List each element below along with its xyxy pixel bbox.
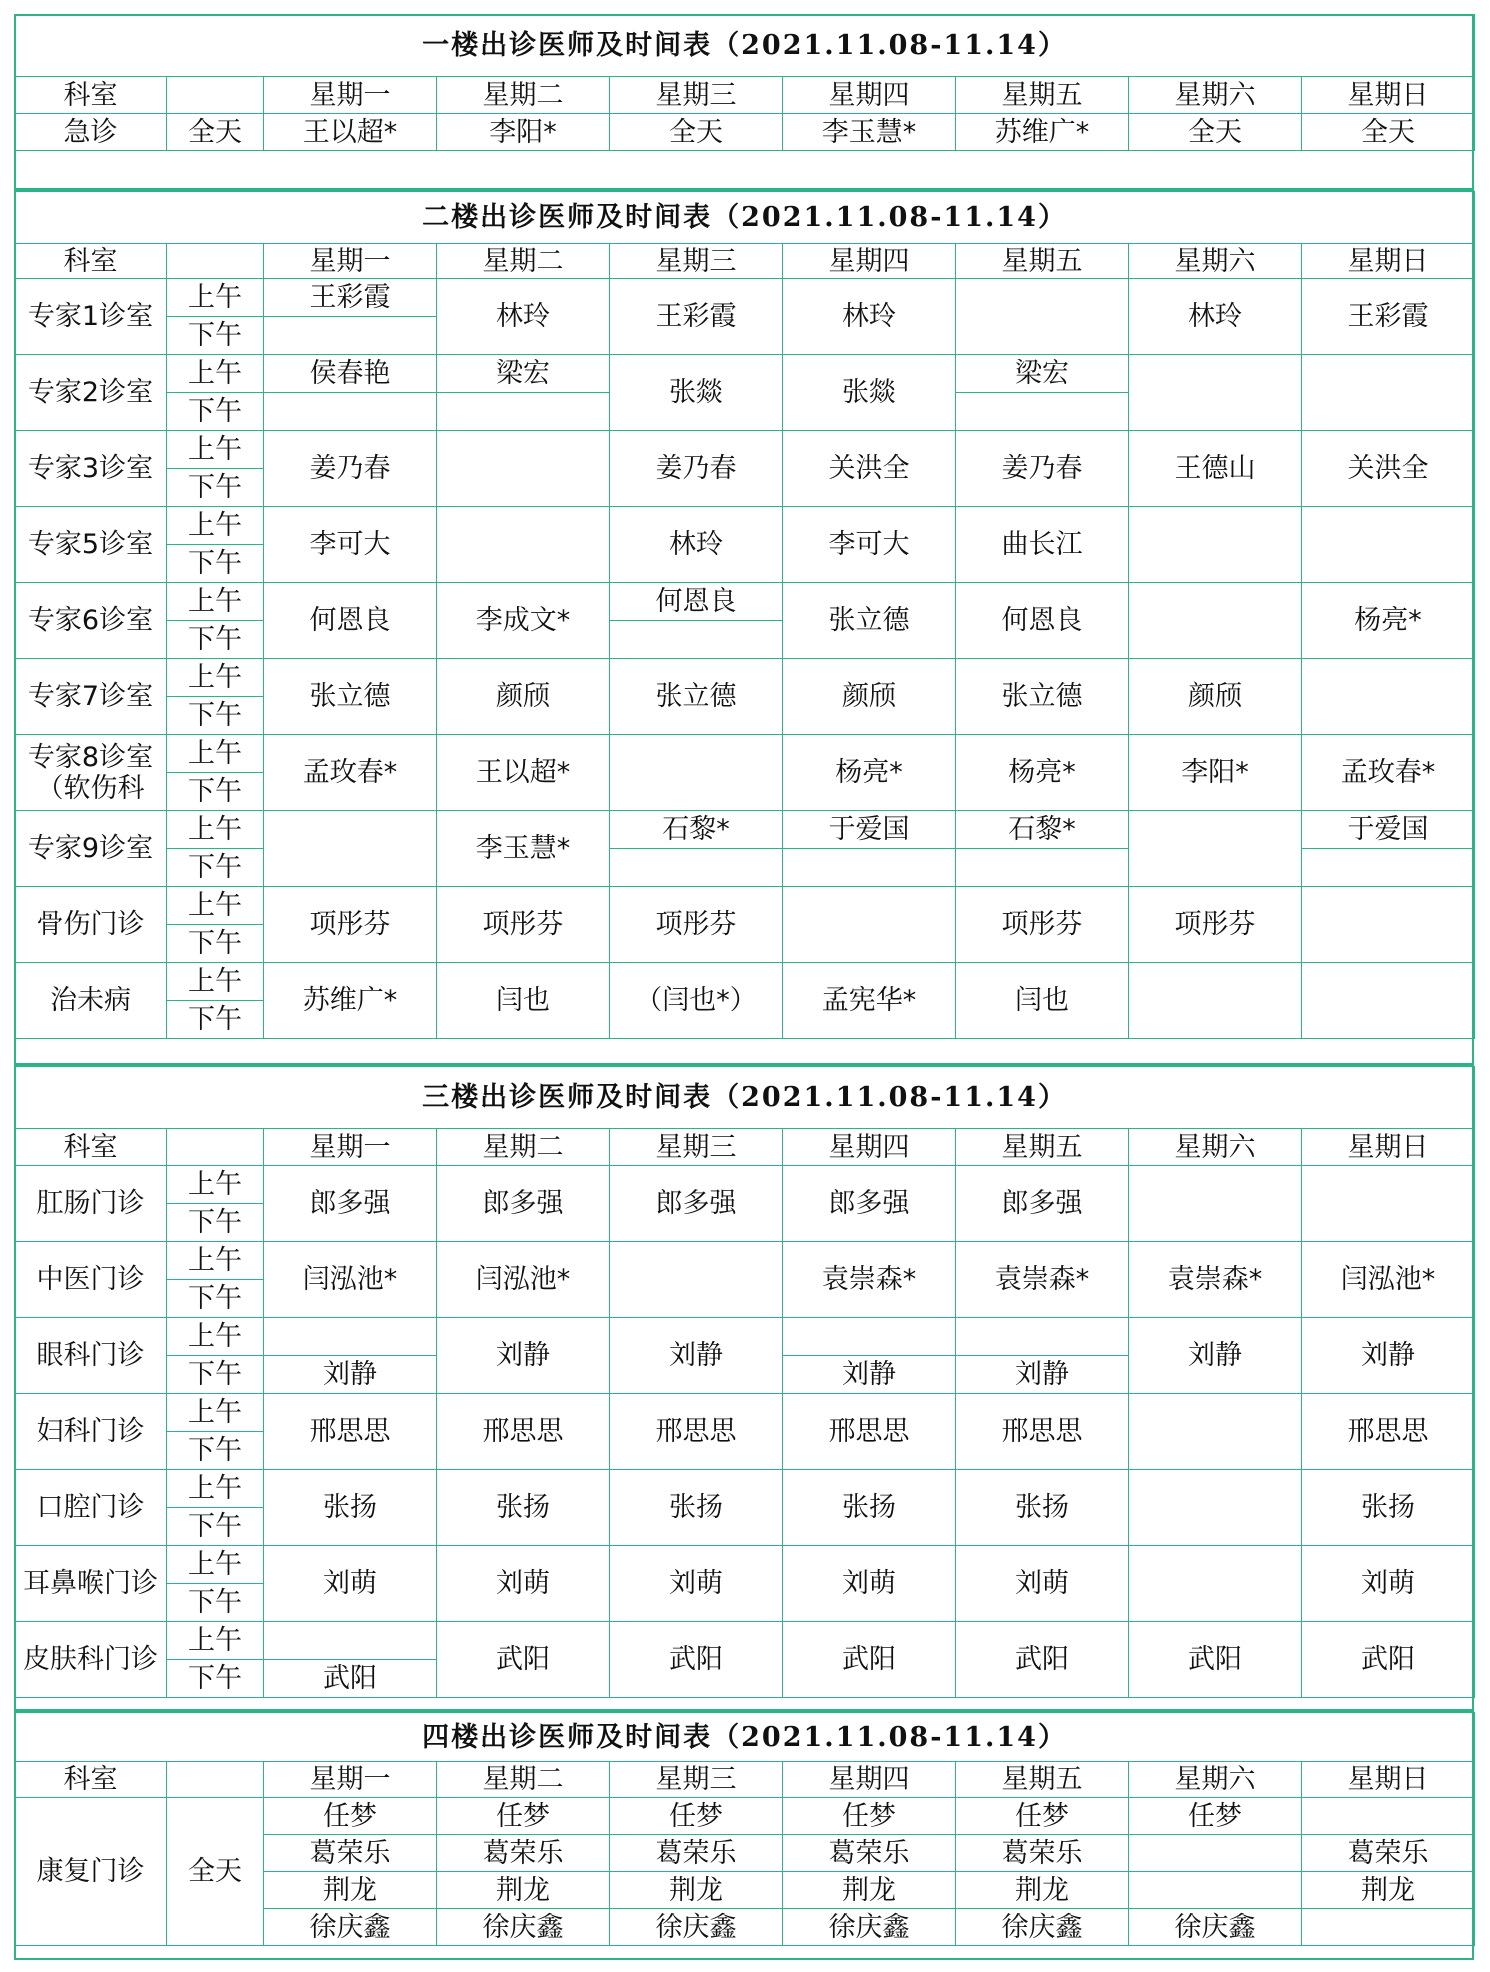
doctor-cell: 林玲 (1129, 279, 1302, 355)
doctor-cell: 郎多强 (610, 1166, 783, 1242)
doctor-cell: 张扬 (437, 1470, 610, 1546)
doctor-cell: 邢思思 (956, 1394, 1129, 1470)
header-period (167, 1129, 264, 1166)
dept-cell: 专家9诊室 (15, 811, 167, 887)
am-label: 上午 (167, 963, 264, 1001)
doctor-cell (264, 317, 437, 355)
doctor-cell (1302, 659, 1475, 735)
doctor-cell: 荆龙 (264, 1872, 437, 1909)
doctor-cell (437, 507, 610, 583)
doctor-cell: 姜乃春 (610, 431, 783, 507)
doctor-cell: 刘静 (956, 1356, 1129, 1394)
dept-cell: 肛肠门诊 (15, 1166, 167, 1242)
doctor-cell: 任梦 (1129, 1798, 1302, 1835)
doctor-cell (1302, 1166, 1475, 1242)
floor3-table (14, 1066, 1475, 1698)
doctor-cell: 于爱国 (783, 811, 956, 849)
doctor-cell (1302, 355, 1475, 431)
header-sun: 星期日 (1302, 77, 1475, 114)
doctor-cell: 袁崇森* (1129, 1242, 1302, 1318)
doctor-cell (956, 1318, 1129, 1356)
doctor-cell: 杨亮* (783, 735, 956, 811)
doctor-cell: 武阳 (956, 1622, 1129, 1698)
doctor-cell: 任梦 (956, 1798, 1129, 1835)
doctor-cell: 郎多强 (956, 1166, 1129, 1242)
doctor-cell: 何恩良 (610, 583, 783, 621)
doctor-cell: 葛荣乐 (1302, 1835, 1475, 1872)
doctor-cell: 武阳 (264, 1660, 437, 1698)
doctor-cell: 刘静 (1129, 1318, 1302, 1394)
doctor-cell: 李成文* (437, 583, 610, 659)
am-label: 上午 (167, 507, 264, 545)
floor4-table (14, 1712, 1475, 1946)
am-label: 上午 (167, 1622, 264, 1660)
header-thu: 星期四 (783, 1129, 956, 1166)
am-label: 上午 (167, 1318, 264, 1356)
doctor-cell: 全天 (1302, 114, 1475, 151)
am-label: 上午 (167, 1470, 264, 1508)
header-mon: 星期一 (264, 244, 437, 279)
doctor-cell: 邢思思 (437, 1394, 610, 1470)
header-wed: 星期三 (610, 244, 783, 279)
header-mon: 星期一 (264, 1762, 437, 1798)
doctor-cell: 刘萌 (783, 1546, 956, 1622)
floor2-title: 二楼出诊医师及时间表（2021.11.08-11.14） (15, 192, 1475, 244)
doctor-cell (1129, 1470, 1302, 1546)
doctor-cell: 邢思思 (610, 1394, 783, 1470)
header-thu: 星期四 (783, 77, 956, 114)
doctor-cell (264, 393, 437, 431)
pm-label: 下午 (167, 621, 264, 659)
doctor-cell: 杨亮* (1302, 583, 1475, 659)
header-tue: 星期二 (437, 1762, 610, 1798)
doctor-cell: （闫也*） (610, 963, 783, 1039)
doctor-cell (437, 431, 610, 507)
doctor-cell: 徐庆鑫 (783, 1909, 956, 1946)
doctor-cell: 石黎* (610, 811, 783, 849)
dept-cell (15, 735, 167, 811)
doctor-cell: 张扬 (610, 1470, 783, 1546)
dept-cell: 专家2诊室 (15, 355, 167, 431)
doctor-cell (956, 279, 1129, 355)
doctor-cell: 王德山 (1129, 431, 1302, 507)
doctor-cell: 刘静 (264, 1356, 437, 1394)
doctor-cell (1129, 811, 1302, 887)
doctor-cell: 石黎* (956, 811, 1129, 849)
doctor-cell: 张立德 (956, 659, 1129, 735)
doctor-cell (264, 1318, 437, 1356)
doctor-cell (1129, 507, 1302, 583)
doctor-cell: 杨亮* (956, 735, 1129, 811)
doctor-cell: 刘萌 (264, 1546, 437, 1622)
floor3-section (14, 1066, 1474, 1698)
doctor-cell (1302, 1798, 1475, 1835)
doctor-cell (610, 735, 783, 811)
doctor-cell: 李可大 (264, 507, 437, 583)
period-cell: 全天 (167, 1798, 264, 1946)
doctor-cell: 葛荣乐 (610, 1835, 783, 1872)
doctor-cell: 于爱国 (1302, 811, 1475, 849)
header-sat: 星期六 (1129, 77, 1302, 114)
doctor-cell (1129, 355, 1302, 431)
header-thu: 星期四 (783, 244, 956, 279)
doctor-cell: 刘萌 (610, 1546, 783, 1622)
table-row (15, 1394, 1475, 1432)
pm-label: 下午 (167, 469, 264, 507)
dept-cell: 治未病 (15, 963, 167, 1039)
doctor-cell: 徐庆鑫 (1129, 1909, 1302, 1946)
doctor-cell: 闫泓池* (264, 1242, 437, 1318)
doctor-cell: 任梦 (783, 1798, 956, 1835)
doctor-cell: 王彩霞 (1302, 279, 1475, 355)
am-label: 上午 (167, 279, 264, 317)
table-row (15, 431, 1475, 469)
doctor-cell (1129, 963, 1302, 1039)
doctor-cell: 孟玫春* (1302, 735, 1475, 811)
doctor-cell: 邢思思 (264, 1394, 437, 1470)
doctor-cell: 颜颀 (1129, 659, 1302, 735)
doctor-cell: 王彩霞 (264, 279, 437, 317)
am-label: 上午 (167, 811, 264, 849)
doctor-cell: 李阳* (1129, 735, 1302, 811)
doctor-cell: 武阳 (783, 1622, 956, 1698)
doctor-cell: 曲长江 (956, 507, 1129, 583)
dept-cell: 妇科门诊 (15, 1394, 167, 1470)
doctor-cell: 颜颀 (783, 659, 956, 735)
doctor-cell (437, 393, 610, 431)
header-period (167, 1762, 264, 1798)
header-wed: 星期三 (610, 1129, 783, 1166)
doctor-cell: 袁崇森* (783, 1242, 956, 1318)
doctor-cell: 武阳 (1302, 1622, 1475, 1698)
header-fri: 星期五 (956, 244, 1129, 279)
doctor-cell: 张扬 (783, 1470, 956, 1546)
dept-cell: 专家7诊室 (15, 659, 167, 735)
doctor-cell: 梁宏 (956, 355, 1129, 393)
header-dept: 科室 (15, 244, 167, 279)
pm-label: 下午 (167, 1204, 264, 1242)
doctor-cell: 任梦 (264, 1798, 437, 1835)
doctor-cell: 邢思思 (783, 1394, 956, 1470)
doctor-cell: 徐庆鑫 (610, 1909, 783, 1946)
doctor-cell: 徐庆鑫 (437, 1909, 610, 1946)
pm-label: 下午 (167, 849, 264, 887)
header-thu: 星期四 (783, 1762, 956, 1798)
doctor-cell: 王以超* (264, 114, 437, 151)
doctor-cell: 葛荣乐 (437, 1835, 610, 1872)
doctor-cell: 孟宪华* (783, 963, 956, 1039)
doctor-cell: 武阳 (1129, 1622, 1302, 1698)
doctor-cell: 林玲 (610, 507, 783, 583)
pm-label: 下午 (167, 1508, 264, 1546)
dept-cell: 专家3诊室 (15, 431, 167, 507)
doctor-cell: 刘静 (610, 1318, 783, 1394)
dept-cell: 专家6诊室 (15, 583, 167, 659)
doctor-cell: 袁崇森* (956, 1242, 1129, 1318)
header-wed: 星期三 (610, 77, 783, 114)
doctor-cell: 何恩良 (956, 583, 1129, 659)
pm-label: 下午 (167, 697, 264, 735)
doctor-cell (956, 393, 1129, 431)
header-fri: 星期五 (956, 1129, 1129, 1166)
doctor-cell (1129, 1872, 1302, 1909)
table-row (15, 1546, 1475, 1584)
dept-cell: 中医门诊 (15, 1242, 167, 1318)
doctor-cell: 梁宏 (437, 355, 610, 393)
header-dept: 科室 (15, 1129, 167, 1166)
doctor-cell: 项彤芬 (1129, 887, 1302, 963)
header-dept: 科室 (15, 77, 167, 114)
doctor-cell: 张立德 (610, 659, 783, 735)
doctor-cell: 武阳 (610, 1622, 783, 1698)
doctor-cell: 荆龙 (1302, 1872, 1475, 1909)
table-row (15, 1470, 1475, 1508)
doctor-cell: 刘萌 (956, 1546, 1129, 1622)
floor1-section (14, 14, 1474, 151)
doctor-cell: 侯春艳 (264, 355, 437, 393)
pm-label: 下午 (167, 1432, 264, 1470)
doctor-cell: 徐庆鑫 (956, 1909, 1129, 1946)
doctor-cell: 李玉慧* (783, 114, 956, 151)
doctor-cell (264, 811, 437, 887)
doctor-cell (1129, 1546, 1302, 1622)
doctor-cell: 王彩霞 (610, 279, 783, 355)
doctor-cell (1302, 963, 1475, 1039)
pm-label: 下午 (167, 545, 264, 583)
floor4-title: 四楼出诊医师及时间表（2021.11.08-11.14） (15, 1713, 1475, 1762)
floor2-section (14, 191, 1474, 1039)
doctor-cell: 颜颀 (437, 659, 610, 735)
doctor-cell (1302, 1909, 1475, 1946)
doctor-cell: 项彤芬 (956, 887, 1129, 963)
pm-label: 下午 (167, 1356, 264, 1394)
doctor-cell: 徐庆鑫 (264, 1909, 437, 1946)
table-row (15, 1798, 1475, 1835)
doctor-cell: 葛荣乐 (783, 1835, 956, 1872)
doctor-cell (1129, 1394, 1302, 1470)
am-label: 上午 (167, 1166, 264, 1204)
doctor-cell: 项彤芬 (610, 887, 783, 963)
doctor-cell (610, 849, 783, 887)
pm-label: 下午 (167, 317, 264, 355)
table-row (15, 963, 1475, 1001)
header-sat: 星期六 (1129, 244, 1302, 279)
doctor-cell: 张扬 (1302, 1470, 1475, 1546)
doctor-cell: 郎多强 (264, 1166, 437, 1242)
doctor-cell: 张扬 (956, 1470, 1129, 1546)
doctor-cell: 张燚 (610, 355, 783, 431)
dept-cell: 口腔门诊 (15, 1470, 167, 1546)
header-sat: 星期六 (1129, 1762, 1302, 1798)
dept-cell: 康复门诊 (15, 1798, 167, 1946)
am-label: 上午 (167, 1242, 264, 1280)
doctor-cell: 项彤芬 (437, 887, 610, 963)
table-row (15, 114, 1475, 151)
doctor-cell (956, 849, 1129, 887)
table-row (15, 1622, 1475, 1660)
header-period (167, 77, 264, 114)
floor3-title: 三楼出诊医师及时间表（2021.11.08-11.14） (15, 1067, 1475, 1129)
header-tue: 星期二 (437, 1129, 610, 1166)
dept-line-2: （软伤科 (36, 772, 145, 804)
table-row (15, 507, 1475, 545)
doctor-cell: 李玉慧* (437, 811, 610, 887)
period-cell: 全天 (167, 114, 264, 151)
doctor-cell: 张燚 (783, 355, 956, 431)
doctor-cell: 闫也 (437, 963, 610, 1039)
dept-cell: 专家5诊室 (15, 507, 167, 583)
table-row (15, 811, 1475, 849)
doctor-cell: 任梦 (610, 1798, 783, 1835)
header-sun: 星期日 (1302, 1129, 1475, 1166)
doctor-cell (1129, 583, 1302, 659)
table-row (15, 887, 1475, 925)
header-sat: 星期六 (1129, 1129, 1302, 1166)
doctor-cell (1129, 1166, 1302, 1242)
header-period (167, 244, 264, 279)
floor4-section (14, 1712, 1474, 1946)
floor1-table (14, 14, 1475, 151)
doctor-cell (1302, 849, 1475, 887)
header-dept: 科室 (15, 1762, 167, 1798)
am-label: 上午 (167, 1546, 264, 1584)
table-row (15, 659, 1475, 697)
table-row (15, 735, 1475, 773)
header-sun: 星期日 (1302, 244, 1475, 279)
pm-label: 下午 (167, 925, 264, 963)
doctor-cell: 李可大 (783, 507, 956, 583)
doctor-cell: 关洪全 (1302, 431, 1475, 507)
header-sun: 星期日 (1302, 1762, 1475, 1798)
floor2-table (14, 191, 1475, 1039)
doctor-cell (1302, 887, 1475, 963)
header-tue: 星期二 (437, 244, 610, 279)
am-label: 上午 (167, 659, 264, 697)
doctor-cell: 林玲 (437, 279, 610, 355)
dept-cell: 急诊 (15, 114, 167, 151)
table-row (15, 1242, 1475, 1280)
doctor-cell: 葛荣乐 (956, 1835, 1129, 1872)
doctor-cell: 何恩良 (264, 583, 437, 659)
doctor-cell (783, 1318, 956, 1356)
pm-label: 下午 (167, 1001, 264, 1039)
doctor-cell: 闫泓池* (1302, 1242, 1475, 1318)
doctor-cell (783, 849, 956, 887)
doctor-cell: 全天 (1129, 114, 1302, 151)
table-row (15, 355, 1475, 393)
pm-label: 下午 (167, 1584, 264, 1622)
doctor-cell: 王以超* (437, 735, 610, 811)
am-label: 上午 (167, 355, 264, 393)
doctor-cell: 姜乃春 (264, 431, 437, 507)
doctor-cell: 林玲 (783, 279, 956, 355)
am-label: 上午 (167, 431, 264, 469)
doctor-cell: 任梦 (437, 1798, 610, 1835)
doctor-cell: 孟玫春* (264, 735, 437, 811)
doctor-cell: 刘静 (783, 1356, 956, 1394)
table-row (15, 279, 1475, 317)
am-label: 上午 (167, 1394, 264, 1432)
header-fri: 星期五 (956, 1762, 1129, 1798)
dept-line-1: 专家8诊室 (27, 741, 154, 773)
doctor-cell: 闫也 (956, 963, 1129, 1039)
doctor-cell (610, 1242, 783, 1318)
header-tue: 星期二 (437, 77, 610, 114)
doctor-cell: 郎多强 (437, 1166, 610, 1242)
header-mon: 星期一 (264, 77, 437, 114)
pm-label: 下午 (167, 1660, 264, 1698)
floor1-title: 一楼出诊医师及时间表（2021.11.08-11.14） (15, 15, 1475, 77)
doctor-cell: 刘静 (1302, 1318, 1475, 1394)
pm-label: 下午 (167, 393, 264, 431)
doctor-cell: 项彤芬 (264, 887, 437, 963)
doctor-cell (783, 887, 956, 963)
doctor-cell: 刘萌 (1302, 1546, 1475, 1622)
doctor-cell (610, 621, 783, 659)
doctor-cell: 荆龙 (610, 1872, 783, 1909)
doctor-cell: 刘静 (437, 1318, 610, 1394)
doctor-cell: 全天 (610, 114, 783, 151)
am-label: 上午 (167, 583, 264, 621)
doctor-cell: 张立德 (783, 583, 956, 659)
header-wed: 星期三 (610, 1762, 783, 1798)
doctor-cell: 刘萌 (437, 1546, 610, 1622)
doctor-cell (264, 1622, 437, 1660)
header-fri: 星期五 (956, 77, 1129, 114)
am-label: 上午 (167, 735, 264, 773)
doctor-cell: 李阳* (437, 114, 610, 151)
pm-label: 下午 (167, 1280, 264, 1318)
doctor-cell: 苏维广* (264, 963, 437, 1039)
header-mon: 星期一 (264, 1129, 437, 1166)
doctor-cell: 闫泓池* (437, 1242, 610, 1318)
doctor-cell: 张立德 (264, 659, 437, 735)
doctor-cell: 武阳 (437, 1622, 610, 1698)
dept-cell: 皮肤科门诊 (15, 1622, 167, 1698)
doctor-cell: 荆龙 (437, 1872, 610, 1909)
pm-label: 下午 (167, 773, 264, 811)
dept-cell: 眼科门诊 (15, 1318, 167, 1394)
doctor-cell (1302, 507, 1475, 583)
doctor-cell: 邢思思 (1302, 1394, 1475, 1470)
dept-cell: 专家1诊室 (15, 279, 167, 355)
doctor-cell: 葛荣乐 (264, 1835, 437, 1872)
dept-cell: 骨伤门诊 (15, 887, 167, 963)
dept-cell: 耳鼻喉门诊 (15, 1546, 167, 1622)
table-row (15, 583, 1475, 621)
am-label: 上午 (167, 887, 264, 925)
doctor-cell: 姜乃春 (956, 431, 1129, 507)
doctor-cell: 荆龙 (783, 1872, 956, 1909)
doctor-cell: 郎多强 (783, 1166, 956, 1242)
doctor-cell: 荆龙 (956, 1872, 1129, 1909)
table-row (15, 1166, 1475, 1204)
table-row (15, 1318, 1475, 1356)
doctor-cell: 苏维广* (956, 114, 1129, 151)
doctor-cell (1129, 1835, 1302, 1872)
doctor-cell: 张扬 (264, 1470, 437, 1546)
doctor-cell: 关洪全 (783, 431, 956, 507)
